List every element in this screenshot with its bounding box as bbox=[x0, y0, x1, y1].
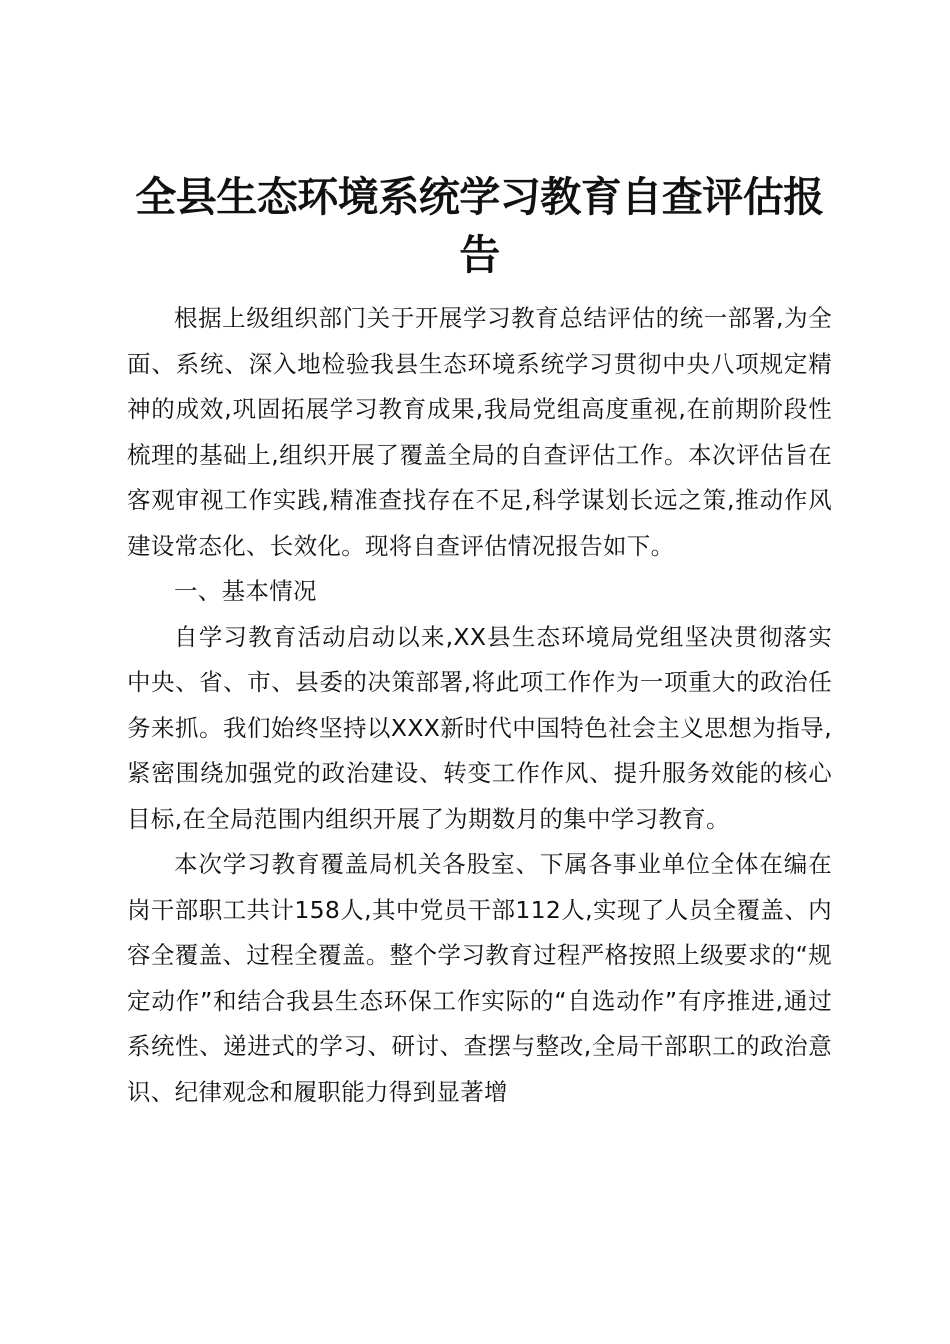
document-body bbox=[127, 296, 832, 1115]
basic-situation-paragraph-2: 本次学习教育覆盖局机关各股室、下属各事业单位全体在编在岗干部职工共计158人,其中党员干部112人,实现了人员全覆盖、内容全覆盖、过程全覆盖。整个学习教育过程严格按照上级要求的“规定动作”和结合我县生态环保工作实际的“自选动作”有序推进,通过系统性、递进式的学习、研讨、查摆与整改,全局干部职工的政治意识、纪律观念和履职能力得到显著增 bbox=[127, 850, 832, 1106]
section-heading-basic-situation: 一、基本情况 bbox=[174, 577, 317, 605]
intro-paragraph: 根据上级组织部门关于开展学习教育总结评估的统一部署,为全面、系统、深入地检验我县生态环境系统学习贯彻中央八项规定精神的成效,巩固拓展学习教育成果,我局党组高度重视,在前期阶段性梳理的基础上,组织开展了覆盖全局的自查评估工作。本次评估旨在客观审视工作实践,精准查找存在不足,科学谋划长远之策,推动作风建设常态化、长效化。现将自查评估情况报告如下。 bbox=[127, 304, 832, 560]
document-title: 全县生态环境系统学习教育自查评估报告 bbox=[135, 173, 824, 279]
basic-situation-paragraph-1: 自学习教育活动启动以来,XX县生态环境局党组坚决贯彻落实中央、省、市、县委的决策部署,将此项工作作为一项重大的政治任务来抓。我们始终坚持以XXX新时代中国特色社会主义思想为指导,紧密围绕加强党的政治建设、转变工作作风、提升服务效能的核心目标,在全局范围内组织开展了为期数月的集中学习教育。 bbox=[127, 622, 832, 833]
